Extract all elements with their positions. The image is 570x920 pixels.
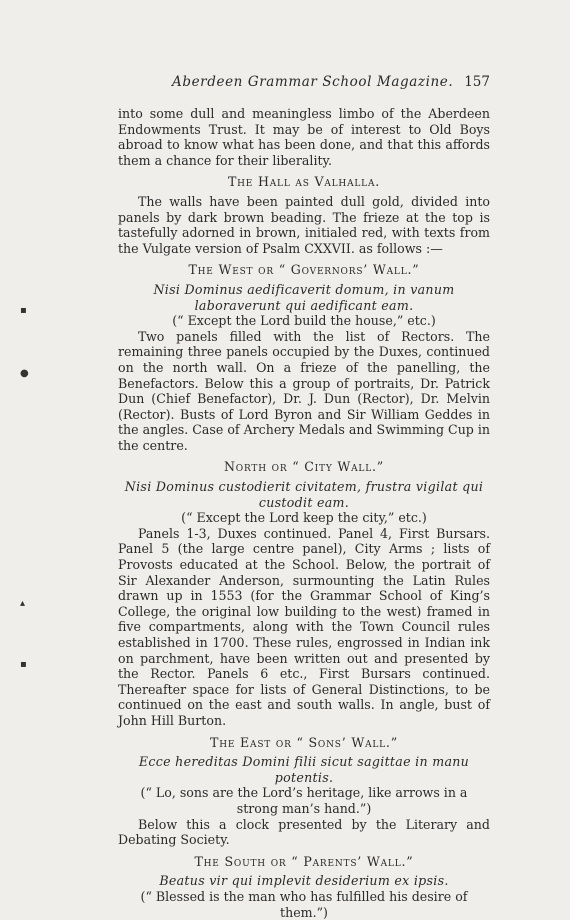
article-body xyxy=(118,106,490,920)
section-heading-south: The South or “ Parents’ Wall.” xyxy=(194,853,414,869)
margin-mark: ● xyxy=(20,368,29,379)
intro-paragraph: into some dull and meaningless limbo of the Aberdeen Endowments Trust. It may be of interest to Old Boys abroad to know what has been done, and that this affords them a chance for their liberality. xyxy=(118,106,490,168)
translation-west: (“ Except the Lord build the house,” etc.) xyxy=(172,313,436,329)
section-heading-west: The West or “ Governors’ Wall.” xyxy=(188,262,420,278)
running-header xyxy=(120,74,490,92)
translation-south: (“ Blessed is the man who has fulfilled his desire of them.”) xyxy=(140,888,468,920)
section-heading-north: North or “ City Wall.” xyxy=(223,459,385,475)
latin-text-west: Nisi Dominus aedificaverit domum, in vanum laboraverunt qui aedificant eam. xyxy=(153,281,455,313)
section-heading-east: The East or “ Sons’ Wall.” xyxy=(210,734,398,750)
latin-text-north: Nisi Dominus custodierit civitatem, frustra vigilat qui custodit eam. xyxy=(124,479,484,510)
north-paragraph: Panels 1-3, Duxes continued. Panel 4, First Bursars. Panel 5 (the large centre panel), City Arms ; lists of Provosts educated at the School. Below, the portrait of Sir Alexander Anderson, surmounting the Latin Rules drawn up in 1553 (for the Grammar School of King’s College, the original low building to the west) framed in five compartments, along with the Town Council rules established in 1700. These rules, engrossed in Indian ink on parchment, have been written out and presented by the Rector. Panels 6 etc., First Bursars continued. Thereafter space for lists of General Distinctions, to be continued on the east and south walls. In angle, bust of John Hill Burton. xyxy=(118,525,490,728)
latin-text-east: Ecce hereditas Domini filii sicut sagittae in manu potentis. xyxy=(138,754,470,785)
translation-north: (“ Except the Lord keep the city,” etc.) xyxy=(181,510,427,526)
west-paragraph: Two panels filled with the list of Rectors. The remaining three panels occupied by the Duxes, continued on the north wall. On a frieze of the panelling, the Benefactors. Below this a group of portraits, Dr. Patrick Dun (Chief Benefactor), Dr. J. Dun (Rector), Dr. Melvin (Rector). Busts of Lord Byron and Sir William Geddes in the angles. Case of Archery Medals and Swimming Cup in the centre. xyxy=(118,328,491,453)
translation-east: (“ Lo, sons are the Lord’s heritage, like arrows in a strong man’s hand.”) xyxy=(140,785,468,816)
margin-mark: ▪ xyxy=(20,305,27,316)
page-number: 157 xyxy=(464,74,490,90)
section-heading-hall: The Hall as Valhalla. xyxy=(227,174,381,190)
hall-paragraph: The walls have been painted dull gold, divided into panels by dark brown beading. The frieze at the top is tastefully adorned in brown, initialed red, with texts from the Vulgate version of Psalm CXXVII. as follows :— xyxy=(118,193,490,256)
margin-mark: ▴ xyxy=(20,598,26,609)
latin-text-south: Beatus vir qui implevit desiderium ex ipsis. xyxy=(159,873,449,889)
magazine-title: Aberdeen Grammar School Magazine. xyxy=(172,74,454,90)
margin-mark: ▪ xyxy=(20,659,27,670)
east-paragraph: Below this a clock presented by the Literary and Debating Society. xyxy=(118,816,490,848)
